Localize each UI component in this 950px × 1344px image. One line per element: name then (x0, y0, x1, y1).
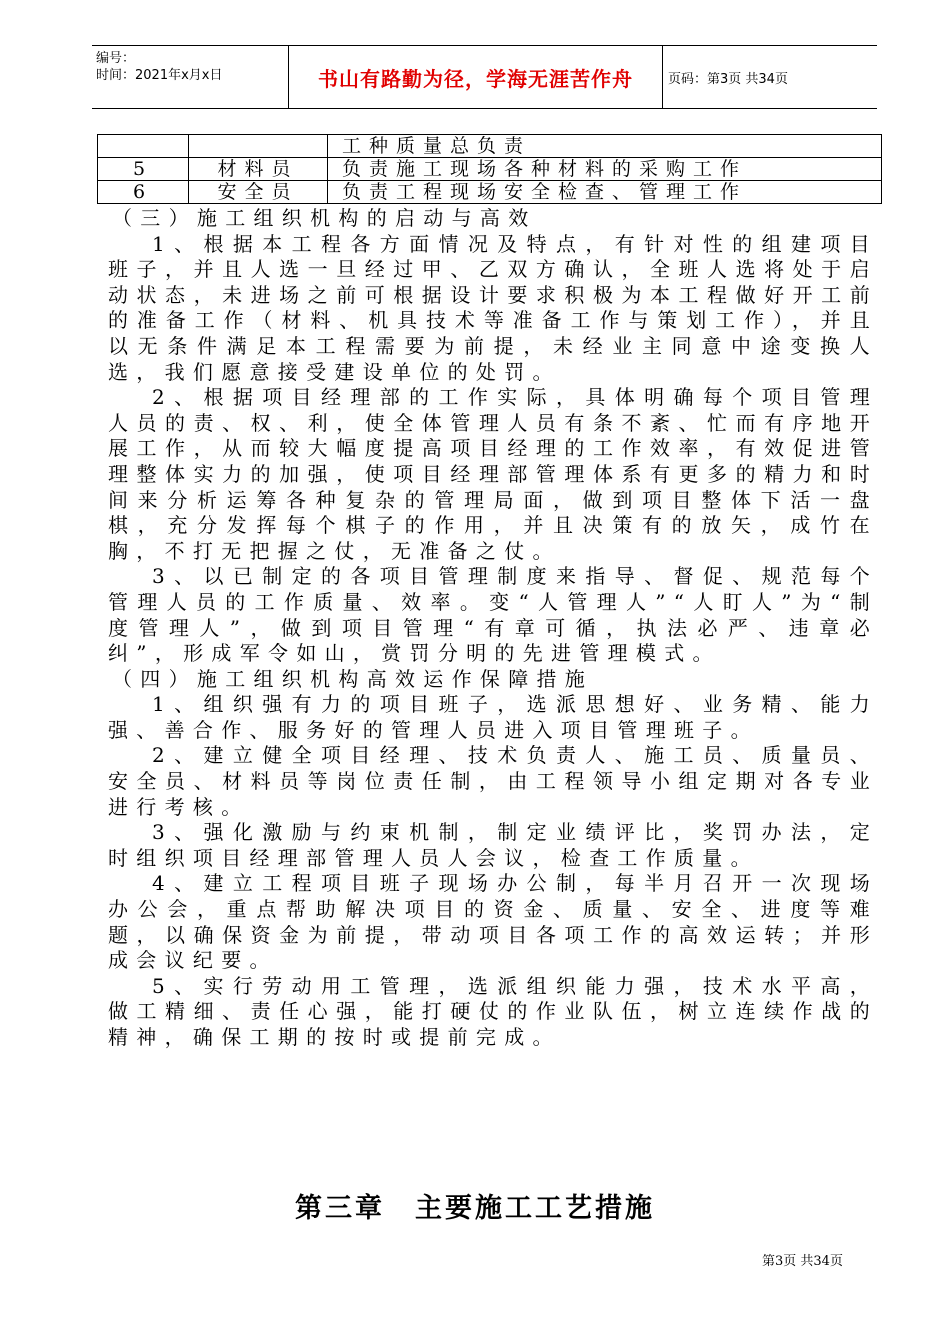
table-cell-role: 安全员 (189, 181, 328, 204)
doc-time-label: 时间：2021年x月x日 (96, 68, 223, 83)
header-page-info: 页码：第3页 共34页 (668, 71, 788, 87)
doc-number-label: 编号： (96, 51, 136, 66)
document-body (108, 206, 878, 1051)
table-row (98, 158, 882, 181)
section-4-paragraph-1: 1、组织强有力的项目班子，选派思想好、业务精、能力强、善合作、服务好的管理人员进入项目管理班子。 (108, 692, 878, 742)
section-3-title: （三）施工组织机构的启动与高效 (112, 206, 537, 230)
table-cell-role: 材料员 (189, 158, 328, 181)
section-4-paragraph-2: 2、建立健全项目经理、技术负责人、施工员、质量员、安全员、材料员等岗位责任制，由工程领导小组定期对各专业进行考核。 (108, 743, 878, 819)
table-row (98, 135, 882, 158)
table-cell-no (98, 135, 189, 158)
section-4-paragraph-5: 5、实行劳动用工管理，选派组织能力强，技术水平高，做工精细、责任心强，能打硬仗的作业队伍，树立连续作战的精神，确保工期的按时或提前完成。 (108, 973, 878, 1049)
section-4-paragraph-3: 3、强化激励与约束机制，制定业绩评比，奖罚办法，定时组织项目经理部管理人员人会议，检查工作质量。 (108, 820, 878, 870)
header-meta (96, 50, 222, 84)
table-cell-role (189, 135, 328, 158)
table-cell-no: 5 (98, 158, 189, 181)
page-header (92, 45, 877, 109)
section-3-paragraph-2: 2、根据项目经理部的工作实际，具体明确每个项目管理人员的责、权、利，使全体管理人员有条不紊、忙而有序地开展工作，从而较大幅度提高项目经理的工作效率，有效促进管理整体实力的加强，使项目经理部管理体系有更多的精力和时间来分析运筹各种复杂的管理局面，做到项目整体下活一盘棋，充分发挥每个棋子的作用，并且决策有的放矢，成竹在胸，不打无把握之仗，无准备之仗。 (108, 385, 878, 563)
table-cell-duty: 负责施工现场各种材料的采购工作 (328, 158, 882, 181)
table-row (98, 181, 882, 204)
table-cell-duty: 负责工程现场安全检查、管理工作 (328, 181, 882, 204)
section-4-paragraph-4: 4、建立工程项目班子现场办公制，每半月召开一次现场办公会，重点帮助解决项目的资金、质量、安全、进度等难题，以确保资金为前提，带动项目各项工作的高效运转；并形成会议纪要。 (108, 871, 878, 973)
table-cell-duty: 工种质量总负责 (328, 135, 882, 158)
roles-table (97, 134, 882, 204)
chapter-title: 第三章 主要施工工艺措施 (295, 1193, 655, 1224)
section-3-paragraph-1: 1、根据本工程各方面情况及特点，有针对性的组建项目班子，并且人选一旦经过甲、乙双方确认，全班人选将处于启动状态，未进场之前可根据设计要求积极为本工程做好开工前的准备工作（材料、机具技术等准备工作与策划工作），并且以无条件满足本工程需要为前提，未经业主同意中途变换人选，我们愿意接受建设单位的处罚。 (108, 231, 878, 384)
section-4-title: （四）施工组织机构高效运作保障措施 (112, 666, 594, 691)
header-motto: 书山有路勤为径，学海无涯苦作舟 (288, 46, 663, 108)
page-footer: 第3页 共34页 (762, 1254, 843, 1269)
section-3-paragraph-3: 3、以已制定的各项目管理制度来指导、督促、规范每个管理人员的工作质量、效率。变“人管理人”“人盯人”为“制度管理人”，做到项目管理“有章可循，执法必严、违章必纠”，形成军令如山，赏罚分明的先进管理模式。 (108, 564, 878, 666)
table-cell-no: 6 (98, 181, 189, 204)
